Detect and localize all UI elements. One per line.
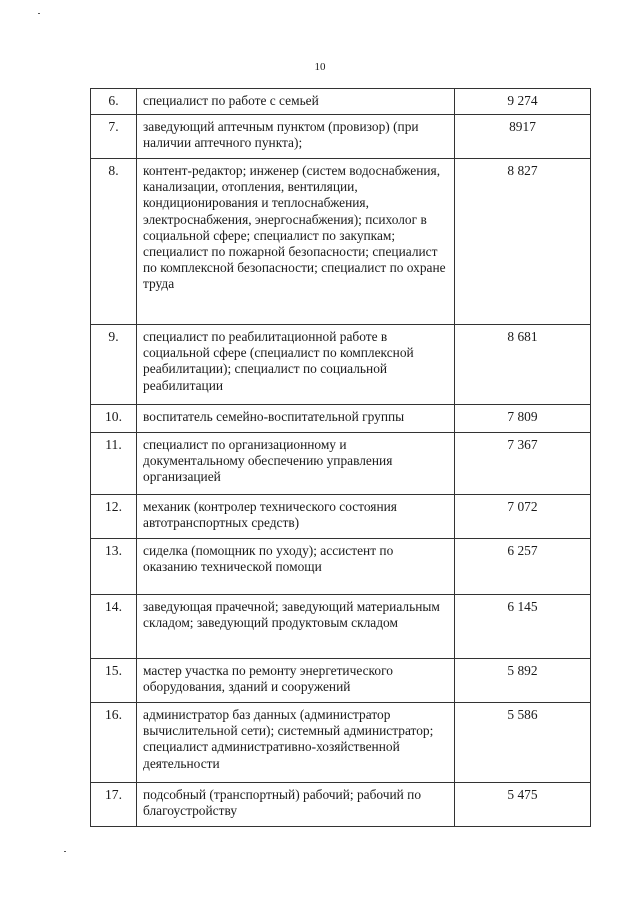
table-row [91,159,591,325]
row-value: 8 827 [455,159,591,325]
position-name: специалист по реабилитационной работе в социальной сфере (специалист по комплексной реабилитации); специалист по социальной реабилитации [137,325,455,405]
row-value: 8 681 [455,325,591,405]
row-value: 5 475 [455,783,591,827]
table-row [91,495,591,539]
row-number: 6. [91,89,137,115]
row-value: 5 892 [455,659,591,703]
row-value: 7 367 [455,433,591,495]
position-name: специалист по работе с семьей [137,89,455,115]
row-value: 6 257 [455,539,591,595]
table-row [91,433,591,495]
scan-speck-bottom [64,851,66,852]
table-row [91,325,591,405]
row-number: 17. [91,783,137,827]
row-number: 13. [91,539,137,595]
table-row [91,703,591,783]
position-name: воспитатель семейно-воспитательной группы [137,405,455,433]
table-row [91,539,591,595]
row-number: 12. [91,495,137,539]
row-number: 7. [91,115,137,159]
salary-table [90,88,591,827]
scan-speck-top [38,13,40,14]
page-number: 10 [314,61,326,73]
row-number: 14. [91,595,137,659]
row-number: 9. [91,325,137,405]
position-name: заведующий аптечным пунктом (провизор) (при наличии аптечного пункта); [137,115,455,159]
row-value: 5 586 [455,703,591,783]
row-value: 8917 [455,115,591,159]
row-number: 8. [91,159,137,325]
position-name: администратор баз данных (администратор вычислительной сети); системный администратор; специалист административно-хозяйственной деятельности [137,703,455,783]
row-number: 10. [91,405,137,433]
table-row [91,115,591,159]
position-name: сиделка (помощник по уходу); ассистент по оказанию технической помощи [137,539,455,595]
row-value: 9 274 [455,89,591,115]
row-number: 16. [91,703,137,783]
row-value: 7 809 [455,405,591,433]
position-name: контент-редактор; инженер (систем водоснабжения, канализации, отопления, вентиляции, кондиционирования и теплоснабжения, электроснабжения, энергоснабжения); психолог в социальной сфере; специалист по закупкам; специалист по пожарной безопасности; специалист по комплексной безопасности; специалист по охране труда [137,159,455,325]
position-name: подсобный (транспортный) рабочий; рабочий по благоустройству [137,783,455,827]
table-row [91,89,591,115]
row-value: 7 072 [455,495,591,539]
position-name: заведующая прачечной; заведующий материальным складом; заведующий продуктовым складом [137,595,455,659]
position-name: специалист по организационному и документальному обеспечению управления организацией [137,433,455,495]
row-number: 15. [91,659,137,703]
table-row [91,783,591,827]
table-row [91,405,591,433]
table-row [91,659,591,703]
row-number: 11. [91,433,137,495]
table-row [91,595,591,659]
position-name: мастер участка по ремонту энергетического оборудования, зданий и сооружений [137,659,455,703]
position-name: механик (контролер технического состояния автотранспортных средств) [137,495,455,539]
row-value: 6 145 [455,595,591,659]
